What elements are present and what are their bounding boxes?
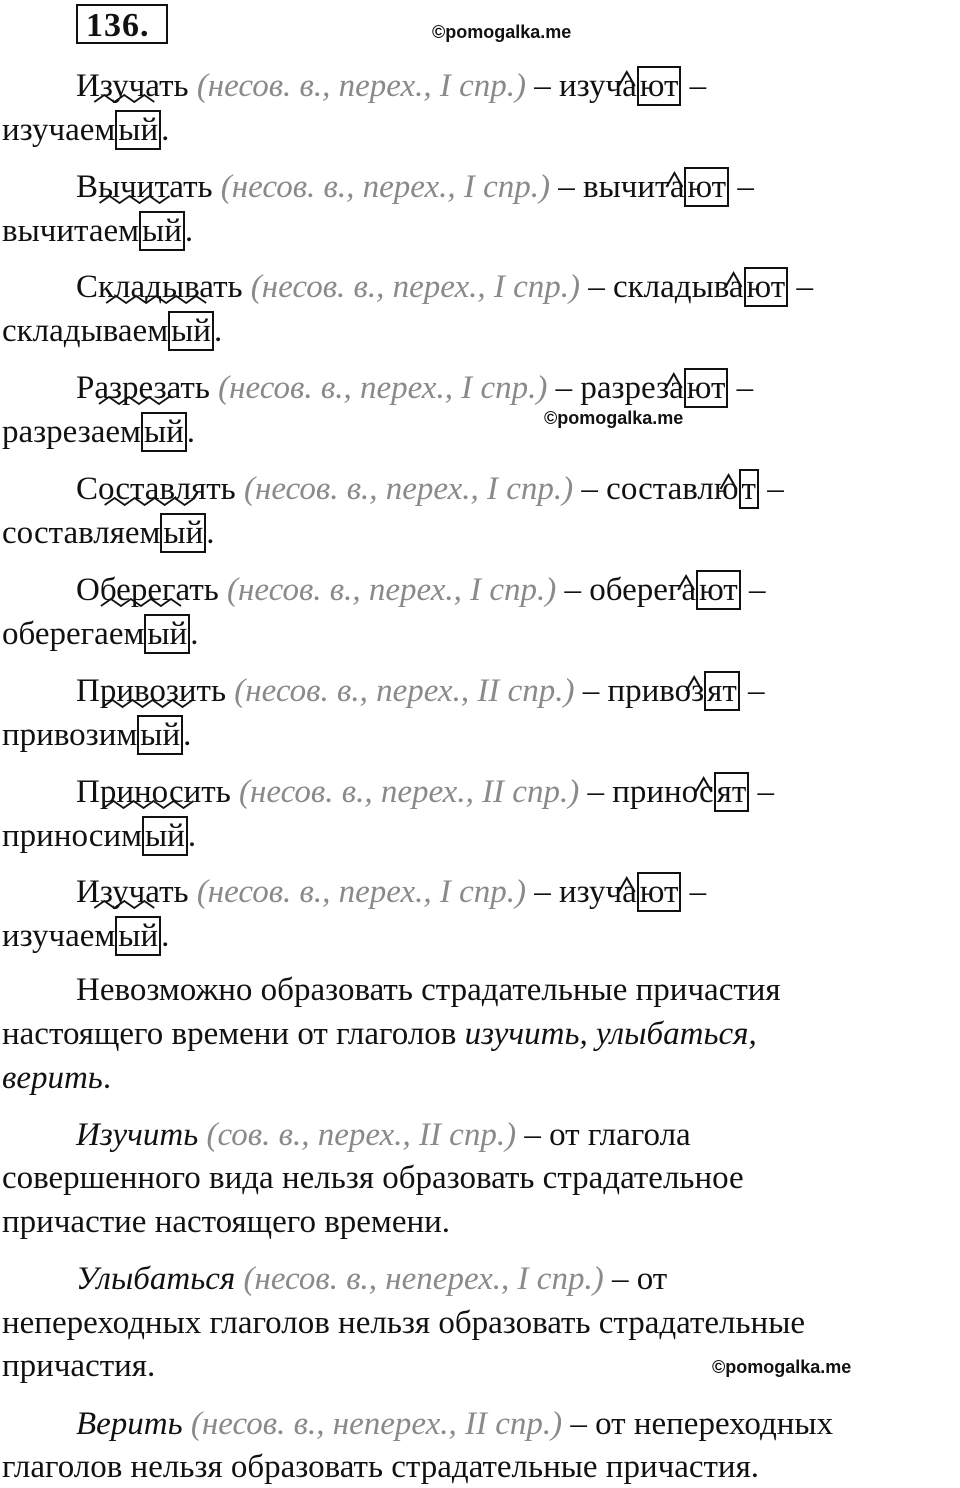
present-stem: складыва bbox=[612, 269, 744, 305]
entry-line-2: изучаемый. bbox=[2, 112, 170, 148]
ending-box: ют bbox=[744, 267, 789, 307]
ending-box: ый bbox=[142, 816, 188, 856]
infinitive-ending: ть bbox=[201, 774, 231, 810]
grammar-note: (несов. в., перех., I спр.) bbox=[196, 874, 526, 910]
entry-line-1: Складывать (несов. в., перех., I спр.) – складывают – bbox=[76, 269, 813, 305]
text-line: непереходных глаголов нельзя образовать страдательные bbox=[2, 1305, 806, 1341]
grammar-note: (несов. в., неперех., I спр.) bbox=[235, 1261, 604, 1297]
present-stem: разреза bbox=[580, 370, 684, 406]
ending-box: ют bbox=[637, 66, 682, 106]
participle-stem: изучаем bbox=[2, 918, 116, 954]
text-line: настоящего времени от глаголов изучить, улыбаться, bbox=[2, 1016, 757, 1052]
entry-line-2: разрезаемый. bbox=[2, 414, 196, 450]
present-stem: изуча bbox=[559, 874, 637, 910]
entry-line-1: Вычитать (несов. в., перех., I спр.) – вычитают – bbox=[76, 169, 754, 205]
infinitive-stem: Разреза bbox=[76, 370, 181, 406]
grammar-note: (несов. в., перех., II спр.) bbox=[234, 673, 575, 709]
entry-line-2: вычитаемый. bbox=[2, 213, 194, 249]
grammar-note: (несов. в., перех., I спр.) bbox=[250, 269, 580, 305]
infinitive-ending: ть bbox=[196, 673, 227, 709]
participle-stem: складываем bbox=[2, 313, 169, 349]
present-stem: вычита bbox=[582, 169, 685, 205]
text-line: совершенного вида нельзя образовать страдательное bbox=[2, 1160, 744, 1196]
participle-stem: оберегаем bbox=[2, 616, 145, 652]
infinitive-ending: ть bbox=[159, 874, 189, 910]
entry-line-2: складываемый. bbox=[2, 313, 223, 349]
text-line: Верить (несов. в., неперех., II спр.) – от непереходных bbox=[76, 1406, 834, 1442]
verb: Верить bbox=[76, 1406, 183, 1442]
participle-stem: вычитаем bbox=[2, 213, 140, 249]
ending-box: ют bbox=[684, 368, 729, 408]
ending-box: ют bbox=[684, 167, 729, 207]
infinitive-ending: ть bbox=[189, 572, 219, 608]
participle-stem: изучаем bbox=[2, 112, 116, 148]
infinitive-ending: ть bbox=[213, 269, 243, 305]
exercise-number: 136. bbox=[76, 4, 168, 44]
infinitive-stem: Изуча bbox=[76, 68, 160, 104]
present-stem: принос bbox=[612, 774, 714, 810]
watermark: ©pomogalka.me bbox=[712, 1357, 852, 1377]
ending-box: ый bbox=[139, 211, 185, 251]
text-line: причастие настоящего времени. bbox=[2, 1204, 451, 1240]
entry-line-1: Составлять (несов. в., перех., I спр.) – составлют – bbox=[76, 471, 784, 507]
entry-line-2: приносимый. bbox=[2, 818, 197, 854]
watermark: ©pomogalka.me bbox=[432, 22, 572, 42]
grammar-note: (несов. в., неперех., II спр.) bbox=[182, 1406, 563, 1442]
participle-stem: разрезаем bbox=[2, 414, 141, 450]
ending-box: ют bbox=[696, 570, 741, 610]
participle-stem: привозим bbox=[2, 717, 138, 753]
infinitive-stem: Приноси bbox=[76, 774, 202, 810]
ending-box: ят bbox=[714, 772, 750, 812]
infinitive-stem: Изуча bbox=[76, 874, 160, 910]
ending-box: ый bbox=[115, 110, 161, 150]
grammar-note: (несов. в., перех., II спр.) bbox=[239, 774, 580, 810]
participle-stem: приносим bbox=[2, 818, 142, 854]
present-stem: привоз bbox=[607, 673, 705, 709]
ending-box: ят bbox=[704, 671, 740, 711]
grammar-note: (несов. в., перех., I спр.) bbox=[218, 370, 548, 406]
entry-line-2: изучаемый. bbox=[2, 918, 170, 954]
text-line: Изучить (сов. в., перех., II спр.) – от глагола bbox=[76, 1117, 691, 1153]
infinitive-stem: Привози bbox=[76, 673, 197, 709]
ending-box: ый bbox=[144, 614, 190, 654]
infinitive-stem: Вычита bbox=[76, 169, 184, 205]
infinitive-ending: ть bbox=[180, 370, 210, 406]
ending-box: ый bbox=[168, 311, 214, 351]
text-line: Невозможно образовать страдательные причастия bbox=[76, 972, 781, 1008]
watermark: ©pomogalka.me bbox=[544, 408, 684, 428]
infinitive-stem: Составля bbox=[76, 471, 207, 507]
infinitive-ending: ть bbox=[183, 169, 213, 205]
infinitive-ending: ть bbox=[206, 471, 236, 507]
entry-line-2: привозимый. bbox=[2, 717, 192, 753]
grammar-note: (несов. в., перех., I спр.) bbox=[243, 471, 574, 507]
infinitive-ending: ть bbox=[159, 68, 189, 104]
grammar-note: (несов. в., перех., I спр.) bbox=[227, 572, 557, 608]
present-stem: изуча bbox=[559, 68, 637, 104]
entry-line-1: Оберегать (несов. в., перех., I спр.) – оберегают – bbox=[76, 572, 766, 608]
text-line: Улыбаться (несов. в., неперех., I спр.) – от bbox=[76, 1261, 668, 1297]
ending-box: ый bbox=[141, 412, 187, 452]
present-stem: составлю bbox=[606, 471, 739, 507]
grammar-note: (несов. в., перех., I спр.) bbox=[196, 68, 526, 104]
entry-line-1: Изучать (несов. в., перех., I спр.) – изучают – bbox=[76, 874, 707, 910]
ending-box: ый bbox=[115, 916, 161, 956]
text-line: глаголов нельзя образовать страдательные причастия. bbox=[2, 1449, 760, 1485]
verb: Изучить bbox=[76, 1117, 199, 1153]
verb: Улыбаться bbox=[76, 1261, 236, 1297]
entry-line-1: Изучать (несов. в., перех., I спр.) – изучают – bbox=[76, 68, 707, 104]
grammar-note: (несов. в., перех., I спр.) bbox=[220, 169, 550, 205]
participle-stem: составляем bbox=[2, 515, 161, 551]
entry-line-2: оберегаемый. bbox=[2, 616, 199, 652]
grammar-note: (сов. в., перех., II спр.) bbox=[198, 1117, 517, 1153]
ending-box: ый bbox=[160, 513, 206, 553]
present-stem: оберега bbox=[589, 572, 697, 608]
entry-line-1: Приносить (несов. в., перех., II спр.) – приносят – bbox=[76, 774, 774, 810]
entry-line-1: Привозить (несов. в., перех., II спр.) – привозят – bbox=[76, 673, 765, 709]
entry-line-2: составляемый. bbox=[2, 515, 215, 551]
infinitive-stem: Оберега bbox=[76, 572, 190, 608]
ending-box: ют bbox=[637, 872, 682, 912]
ending-box: ый bbox=[137, 715, 183, 755]
infinitive-stem: Складыва bbox=[76, 269, 214, 305]
entry-line-1: Разрезать (несов. в., перех., I спр.) – разрезают – bbox=[76, 370, 754, 406]
text-line: причастия. bbox=[2, 1348, 156, 1384]
ending-box: т bbox=[739, 469, 759, 509]
text-line: верить. bbox=[2, 1060, 112, 1096]
